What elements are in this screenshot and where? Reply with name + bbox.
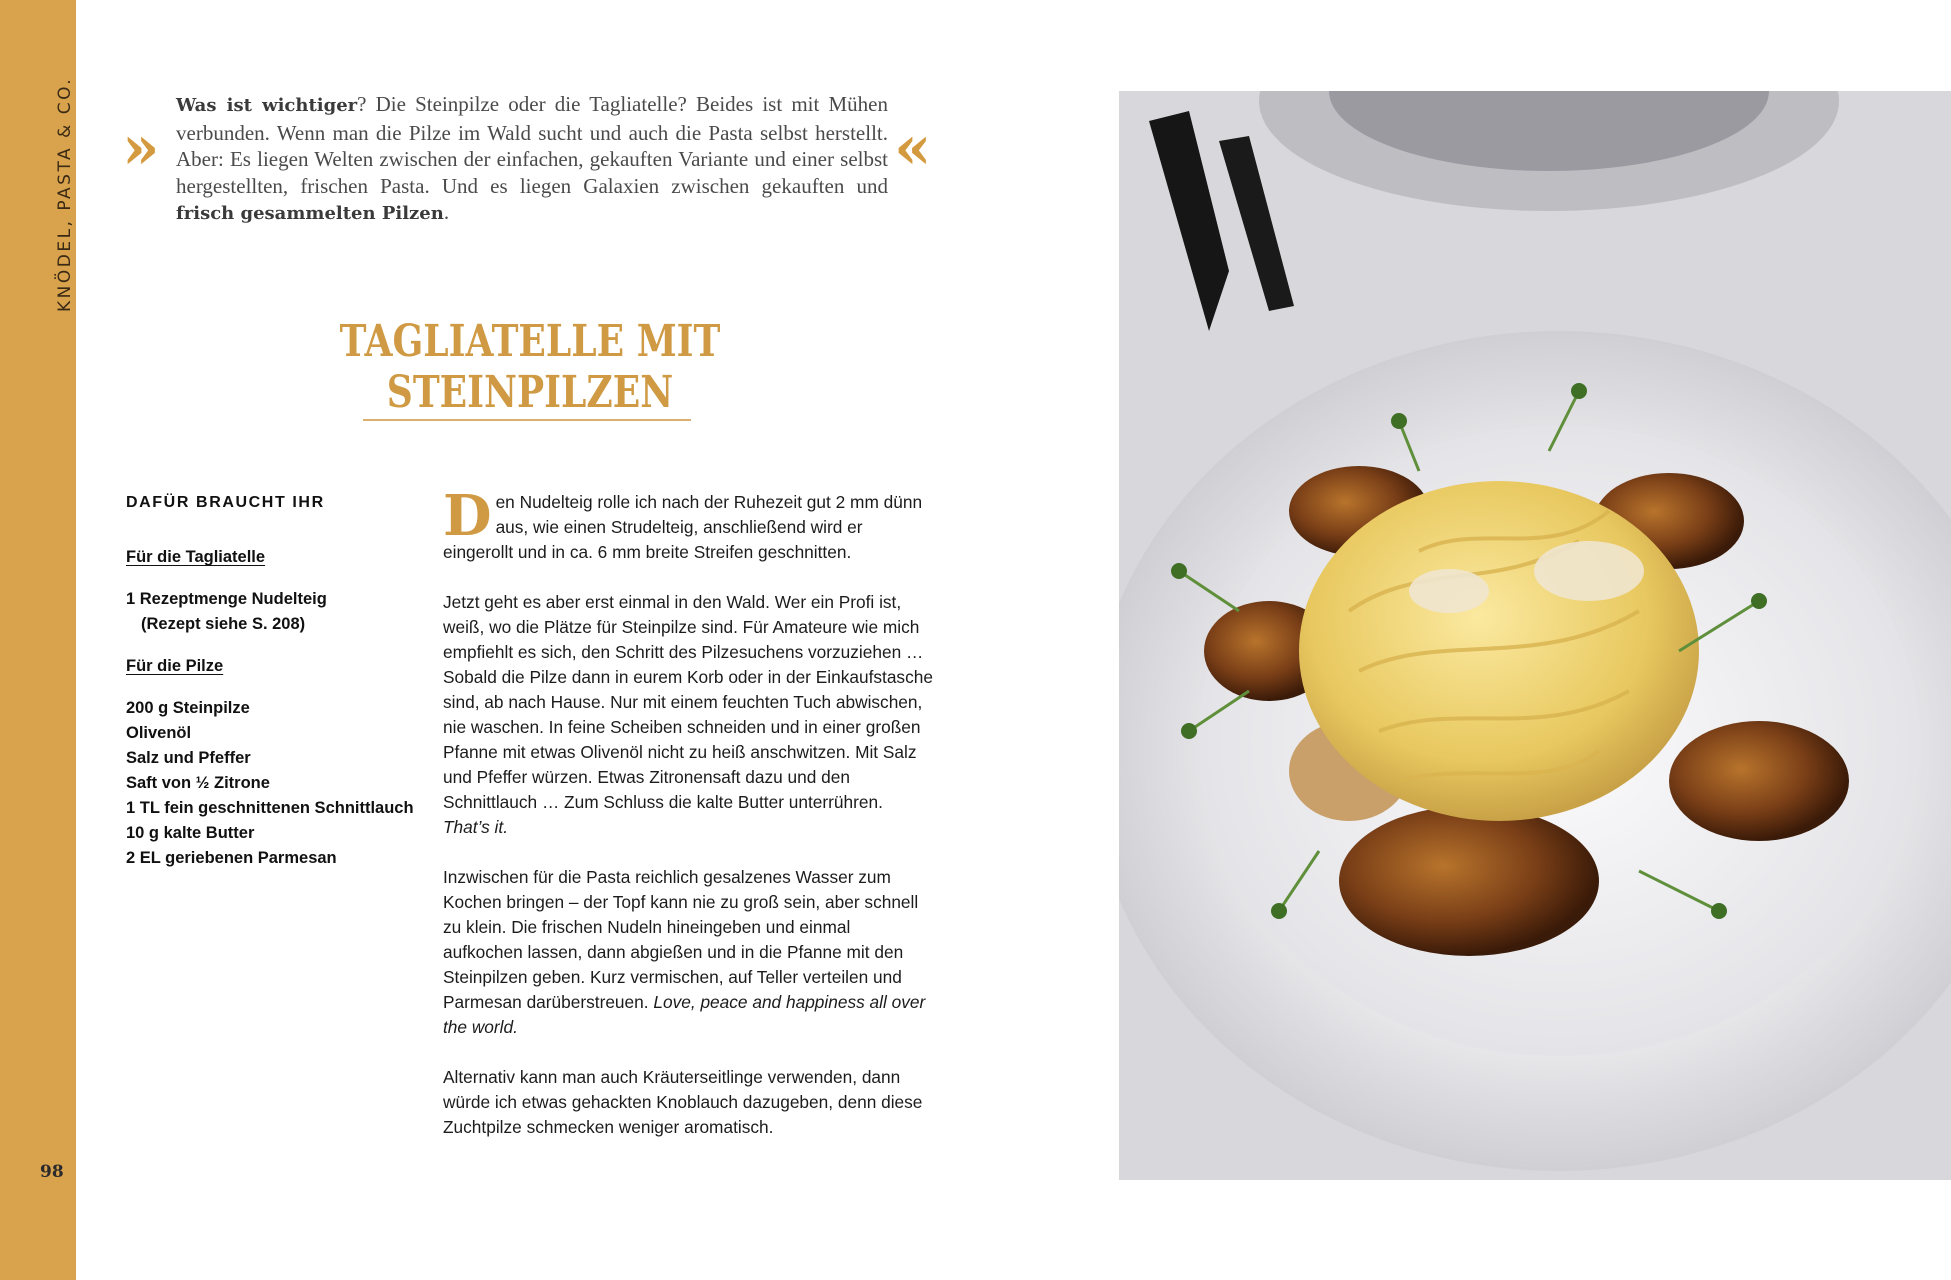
instruction-paragraph (443, 865, 933, 1040)
ingredient-item: Salz und Pfeffer (126, 749, 251, 767)
sauce (1534, 541, 1644, 601)
ingredient-item: 1 TL fein geschnittenen Schnittlauch (126, 799, 414, 817)
ingredient-item: 10 g kalte Butter (126, 824, 255, 842)
drop-cap: D (443, 483, 492, 549)
ingredients-group-title: Für die Pilze (126, 657, 224, 675)
title-divider (363, 419, 691, 421)
paragraph-text: Alternativ kann man auch Kräuterseitlinge verwenden, dann würde ich etwas gehackten Knoblauch dazugeben, denn diese Zuchtpilze schmecken weniger aromatisch. (443, 1067, 923, 1137)
quote-lead: Was ist wichtiger (176, 95, 358, 116)
quote-open-mark: » (122, 113, 160, 183)
paragraph-text: Jetzt geht es aber erst einmal in den Wald. Wer ein Profi ist, weiß, wo die Plätze für Steinpilze sind. Für Amateure wie mich empfiehlt es sich, den Schritt des Pilzesuchens vorzuziehen … Sobald die Pilze dann in eurem Korb oder in der Einkaufstasche sind, ab nach Hause. Nur mit einem feuchten Tuch abwischen, nie waschen. In feine Scheiben schneiden und in einer großen Pfanne mit etwas Olivenöl nicht zu heiß anschwitzen. Mit Salz und Pfeffer würzen. Etwas Zitronensaft dazu und den Schnittlauch … Zum Schluss die kalte Butter unterrühren. (443, 592, 933, 812)
section-label: KNÖDEL, PASTA & CO. (55, 76, 75, 312)
instruction-paragraph (443, 590, 933, 840)
paragraph-text: Inzwischen für die Pasta reichlich gesalzenes Wasser zum Kochen bringen – der Topf kann nie zu groß sein, aber schnell zu klein. Die frischen Nudeln hineingeben und einmal aufkochen lassen, dann abgießen und in die Pfanne mit den Steinpilzen geben. Kurz vermischen, auf Teller verteilen und Parmesan darüberstreuen. (443, 867, 919, 1012)
ingredient-item: 200 g Steinpilze (126, 699, 250, 717)
quote-text: ? Die Steinpilze oder die Tagliatelle? Beides ist mit Mühen verbunden. Wenn man die Pilze im Wald sucht und auch die Pasta selbst herstellt. Aber: Es liegen Welten zwischen der einfachen, gekauften Variante und einer selbst hergestellten, frischen Pasta. Und es liegen Galaxien zwischen gekauften und (176, 92, 888, 198)
ingredient-item: 2 EL geriebenen Parmesan (126, 849, 337, 867)
ingredients-list-pilze (126, 696, 446, 871)
paragraph-italic: That’s it. (443, 817, 508, 837)
ingredients-column (126, 490, 446, 888)
ingredient-item: (Rezept siehe S. 208) (141, 615, 306, 633)
instruction-paragraph (443, 483, 933, 565)
ingredients-list-tagliatelle (126, 587, 446, 637)
intro-quote (176, 91, 888, 228)
ingredients-heading: DAFÜR BRAUCHT IHR (126, 494, 325, 511)
instructions-column (443, 483, 933, 1165)
paragraph-italic: Love, peace and happiness all over the world. (443, 992, 926, 1037)
dish-illustration (1119, 91, 1951, 1180)
paragraph-text: en Nudelteig rolle ich nach der Ruhezeit gut 2 mm dünn aus, wie einen Strudelteig, anschließend wird er eingerollt und in ca. 6 mm breite Streifen geschnitten. (443, 492, 923, 562)
page-number: 98 (40, 1162, 64, 1182)
sauce (1409, 569, 1489, 613)
ingredients-group-title: Für die Tagliatelle (126, 548, 266, 566)
ingredient-item: Saft von ½ Zitrone (126, 774, 270, 792)
ingredient-item: 1 Rezeptmenge Nudelteig (126, 590, 327, 608)
dish-photo (1119, 91, 1951, 1180)
instruction-paragraph (443, 1065, 933, 1140)
mushroom (1339, 806, 1599, 956)
recipe-title: TAGLIATELLE MIT STEINPILZEN (339, 316, 721, 418)
ingredient-item: Olivenöl (126, 724, 192, 742)
pasta (1299, 481, 1699, 821)
mushroom (1669, 721, 1849, 841)
quote-emphasis: frisch gesammelten Pilzen (176, 203, 444, 224)
quote-end: . (443, 200, 450, 224)
quote-close-mark: « (894, 113, 932, 183)
